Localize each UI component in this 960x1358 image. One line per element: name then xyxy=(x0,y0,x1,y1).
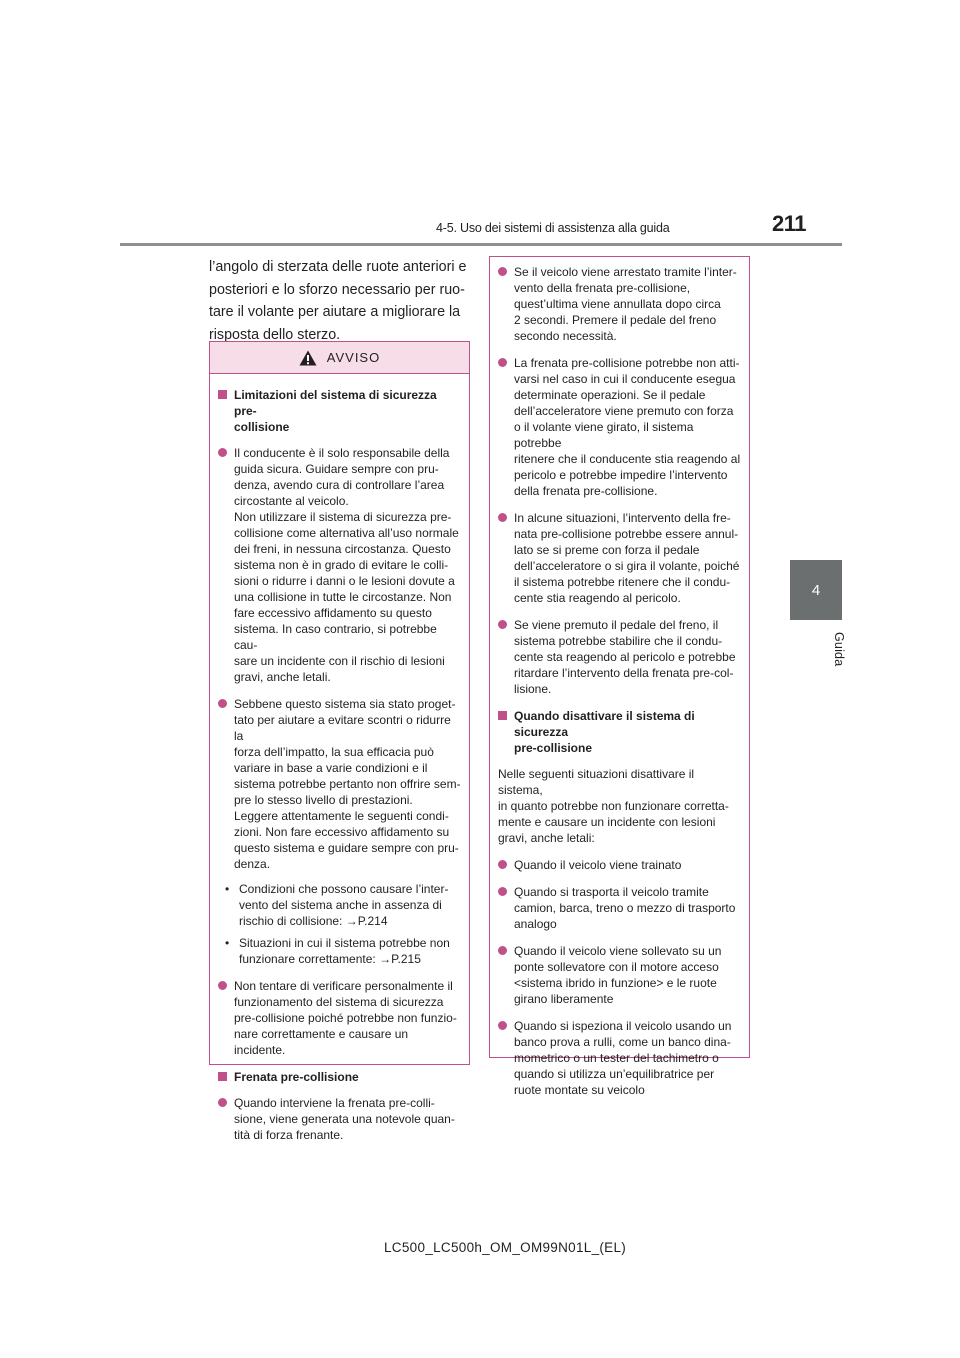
list-item-text: Non tentare di verificare personalmente il funzionamento del sistema di sicurezza pre-collisione poiché potrebbe non funzio- nare correttamente e causare un incidente. xyxy=(234,979,457,1057)
circle-bullet-icon xyxy=(498,1021,507,1030)
intro-paragraph: l’angolo di sterzata delle ruote anteriori e posteriori e lo sforzo necessario per ruo- tare il volante per aiutare a migliorare la risposta dello sterzo. xyxy=(209,259,467,343)
circle-bullet-icon xyxy=(218,448,227,457)
sub-bullet-marker: • xyxy=(225,882,230,896)
list-item xyxy=(498,264,741,344)
document-code: LC500_LC500h_OM_OM99N01L_(EL) xyxy=(384,1240,627,1255)
list-item xyxy=(218,1095,461,1143)
warning-body-right xyxy=(490,257,749,1098)
warning-body-left xyxy=(210,374,469,1143)
circle-bullet-icon xyxy=(498,887,507,896)
sub-list-item xyxy=(225,881,461,929)
square-bullet-icon xyxy=(498,711,507,720)
list-item-text: Quando interviene la frenata pre-colli- sione, viene generata una notevole quan- tità di forza frenante. xyxy=(234,1096,455,1142)
sub-bullet-marker: • xyxy=(225,936,230,950)
section-heading-text: Quando disattivare il sistema di sicurezza pre-collisione xyxy=(514,709,695,755)
list-item-text: Se il veicolo viene arrestato tramite l’inter- vento della frenata pre-collisione, quest’ultima viene annullata dopo circa 2 secondi. Premere il pedale del freno secondo necessità. xyxy=(514,265,737,343)
circle-bullet-icon xyxy=(498,267,507,276)
page-number: 211 xyxy=(772,211,806,236)
list-item-text: Se viene premuto il pedale del freno, il sistema potrebbe stabilire che il condu- cente sta reagendo al pericolo e potrebbe ritardare l’intervento della frenata pre-col- lisione. xyxy=(514,618,736,696)
section-heading-text: Frenata pre-collisione xyxy=(234,1070,359,1084)
list-item-text: Sebbene questo sistema sia stato proget- tato per aiutare a evitare scontri o ridurre la forza dell’impatto, la sua efficacia può variare in base a varie condizioni e il sistema potrebbe pertanto non offrire sem- pre lo stesso livello di prestazioni. Leggere attentamente le seguenti condi- zioni. Non fare eccessivo affidamento su questo sistema e guidare sempre con pru- denza. xyxy=(234,697,461,871)
header-divider xyxy=(120,243,842,246)
chapter-number: 4 xyxy=(811,581,821,599)
square-bullet-icon xyxy=(218,1072,227,1081)
list-item xyxy=(218,445,461,685)
section-heading xyxy=(218,1069,461,1085)
sub-list-item-text[interactable]: Condizioni che possono causare l’inter- vento del sistema anche in assenza di rischio di collisione: →P.214 xyxy=(239,882,449,928)
circle-bullet-icon xyxy=(498,860,507,869)
warning-box-right xyxy=(489,256,750,1097)
circle-bullet-icon xyxy=(218,699,227,708)
circle-bullet-icon xyxy=(218,981,227,990)
warning-triangle-icon xyxy=(299,350,317,366)
circle-bullet-icon xyxy=(498,513,507,522)
sub-list-item xyxy=(225,935,461,967)
list-item-text: Il conducente è il solo responsabile della guida sicura. Guidare sempre con pru- denza, avendo cura di controllare l’area circostante al veicolo. Non utilizzare il sistema di sicurezza pre- collisione come alternativa all’uso normale dei freni, in nessuna circostanza. Questo sistema non è in grado di evitare le colli- sioni o ridurre i danni o le lesioni dovute a una collisione in tutte le circostanze. Non fare eccessivo affidamento su questo sistema. In caso contrario, si potrebbe cau- sare un incidente con il rischio di lesioni gravi, anche letali. xyxy=(234,446,459,684)
circle-bullet-icon xyxy=(498,620,507,629)
circle-bullet-icon xyxy=(498,358,507,367)
circle-bullet-icon xyxy=(218,1098,227,1107)
warning-paragraph: Nelle seguenti situazioni disattivare il sistema, in quanto potrebbe non funzionare corretta- mente e causare un incidente con lesioni gravi, anche letali: xyxy=(498,767,729,845)
list-item-text: In alcune situazioni, l’intervento della fre- nata pre-collisione potrebbe essere annul- lato se si preme con forza il pedale dell’acceleratore o si gira il volante, poiché il sistema potrebbe ritenere che il condu- cente stia reagendo al pericolo. xyxy=(514,511,740,605)
list-item xyxy=(498,355,741,499)
chapter-tab[interactable] xyxy=(790,560,842,620)
list-item-text: Quando il veicolo viene sollevato su un ponte sollevatore con il motore acceso <sistema ibrido in funzione> e le ruote girano liberamente xyxy=(514,944,722,1006)
warning-header xyxy=(210,342,469,374)
list-item xyxy=(498,1018,741,1098)
list-item xyxy=(218,696,461,872)
list-item xyxy=(498,617,741,697)
warning-title: AVVISO xyxy=(326,350,381,365)
list-item xyxy=(498,943,741,1007)
section-heading xyxy=(498,708,741,756)
list-item-text: La frenata pre-collisione potrebbe non atti- varsi nel caso in cui il conducente esegua determinate operazioni. Se il pedale dell’acceleratore viene premuto con forza o il volante viene girato, il sistema potrebbe ritenere che il conducente stia reagendo al pericolo e potrebbe impedire l’intervento della frenata pre-collisione. xyxy=(514,356,741,498)
square-bullet-icon xyxy=(218,390,227,399)
list-item xyxy=(498,857,741,873)
warning-box-left xyxy=(209,341,470,1142)
section-heading-text: Limitazioni del sistema di sicurezza pre- collisione xyxy=(234,388,437,434)
section-heading xyxy=(218,387,461,435)
circle-bullet-icon xyxy=(498,946,507,955)
list-item xyxy=(498,510,741,606)
section-title: 4-5. Uso dei sistemi di assistenza alla guida xyxy=(436,221,670,235)
list-item xyxy=(498,884,741,932)
list-item xyxy=(218,978,461,1058)
list-item-text: Quando si ispeziona il veicolo usando un banco prova a rulli, come un banco dina- mometrico o un tester del tachimetro o quando si utilizza un’equilibratrice per ruote montate su veicolo xyxy=(514,1019,732,1097)
sub-list-item-text[interactable]: Situazioni in cui il sistema potrebbe non funzionare correttamente: →P.215 xyxy=(239,936,450,966)
chapter-name: Guida xyxy=(832,632,846,667)
list-item-text: Quando si trasporta il veicolo tramite camion, barca, treno o mezzo di trasporto analogo xyxy=(514,885,736,931)
list-item-text: Quando il veicolo viene trainato xyxy=(514,858,682,872)
